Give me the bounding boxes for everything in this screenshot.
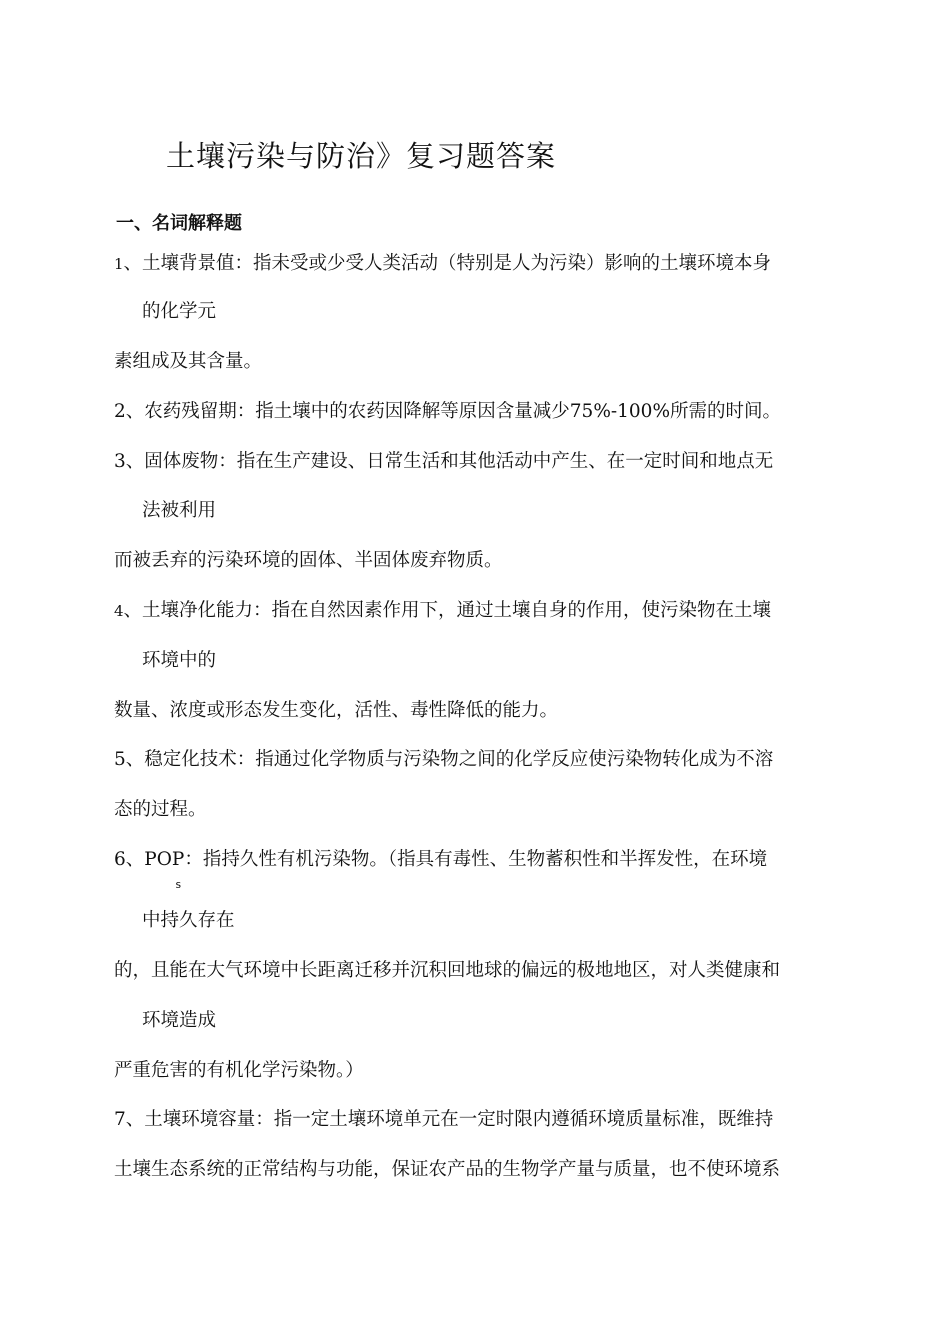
paragraph-line: 7、土壤环境容量：指一定土壤环境单元在一定时限内遵循环境质量标准，既维持 (114, 1109, 774, 1130)
paragraph-line: 的，且能在大气环境中长距离迁移并沉积回地球的偏远的极地地区，对人类健康和 (114, 960, 781, 981)
item-number: 4 (114, 602, 124, 620)
paragraph-line: 素组成及其含量。 (114, 351, 263, 372)
subscript-mark: s (175, 878, 182, 891)
paragraph-line: 态的过程。 (114, 799, 207, 820)
paragraph-line: 6、POP：指持久性有机污染物。（指具有毒性、生物蓄积性和半挥发性，在环境 (114, 849, 768, 870)
paragraph-line: 土壤生态系统的正常结构与功能，保证农产品的生物学产量与质量，也不使环境系 (114, 1159, 781, 1180)
line-text: 、土壤净化能力：指在自然因素作用下，通过土壤自身的作用，使污染物在土壤 (123, 600, 772, 621)
paragraph-line: 而被丢弃的污染环境的固体、半固体废弃物质。 (114, 550, 503, 571)
paragraph-line: 法被利用 (142, 500, 217, 521)
paragraph-line: 严重危害的有机化学污染物。） (114, 1060, 364, 1081)
paragraph-line: 3、固体废物：指在生产建设、日常生活和其他活动中产生、在一定时间和地点无 (114, 451, 774, 472)
paragraph-line: 2、农药残留期：指土壤中的农药因降解等原因含量减少75%-100%所需的时间。 (114, 401, 782, 422)
paragraph-line: 环境造成 (142, 1010, 217, 1031)
line-text: 、土壤背景值：指未受或少受人类活动（特别是人为污染）影响的土壤环境本身 (123, 253, 772, 274)
paragraph-line (114, 251, 771, 277)
paragraph-line: 中持久存在 (142, 910, 235, 931)
paragraph-line: 5、稳定化技术：指通过化学物质与污染物之间的化学反应使污染物转化成为不溶 (114, 749, 774, 770)
section-heading: 一、名词解释题 (116, 213, 242, 234)
paragraph-line (114, 598, 771, 624)
paragraph-line: 数量、浓度或形态发生变化，活性、毒性降低的能力。 (114, 700, 559, 721)
paragraph-line: 环境中的 (142, 650, 217, 671)
document-title: 土壤污染与防治》复习题答案 (166, 139, 557, 173)
item-number: 1 (114, 255, 124, 273)
paragraph-line: 的化学元 (142, 301, 217, 322)
